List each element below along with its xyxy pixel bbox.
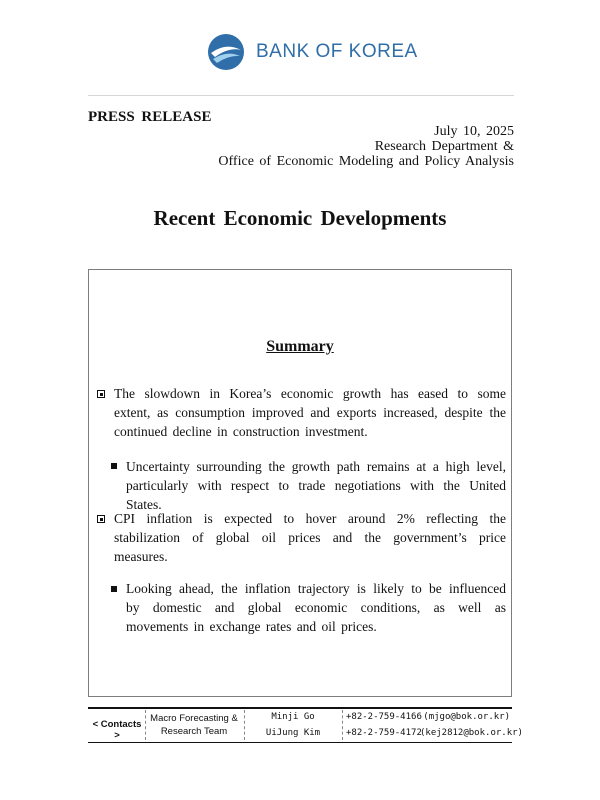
contact-name: Minji Go <box>271 712 315 722</box>
release-date: July 10, 2025 <box>434 124 514 139</box>
summary-item-2: CPI inflation is expected to hover around 2% reflecting the stabilization of global oil prices and the government’s price measures. <box>114 511 506 564</box>
press-release-label: PRESS RELEASE <box>88 109 212 125</box>
summary-subitem-2: Looking ahead, the inflation trajectory is likely to be influenced by domestic and global economic conditions, as well as movements in exchange rates and oil prices. <box>126 581 506 634</box>
contact-phone: +82-2-759-4172 <box>346 728 422 738</box>
contacts-table <box>88 707 523 743</box>
team-line-2: Research Team <box>160 726 228 737</box>
header-logo <box>0 33 600 73</box>
document-title: Recent Economic Developments <box>153 206 447 230</box>
hollow-square-bullet-icon <box>97 515 105 523</box>
contact-email[interactable]: (mjgo@bok.or.kr) <box>423 712 510 722</box>
header-divider <box>88 95 514 96</box>
bank-of-korea-logo-icon <box>207 33 245 71</box>
team-line-1: Macro Forecasting & <box>150 713 238 724</box>
department-line-2: Office of Economic Modeling and Policy Analysis <box>218 154 514 169</box>
solid-square-bullet-icon <box>111 463 117 469</box>
contact-phone: +82-2-759-4166 <box>346 712 422 722</box>
contacts-label: < Contacts > <box>92 719 142 741</box>
department-line-1: Research Department & <box>374 139 514 154</box>
summary-heading: Summary <box>266 338 334 355</box>
solid-square-bullet-icon <box>111 586 117 592</box>
release-meta <box>218 124 514 169</box>
contact-team <box>146 712 242 738</box>
hollow-square-bullet-icon <box>97 390 105 398</box>
logo-text: BANK OF KOREA <box>256 41 418 62</box>
contact-name: UiJung Kim <box>265 728 321 738</box>
contact-email[interactable]: (kej2812@bok.or.kr) <box>420 728 523 738</box>
summary-subitem-1: Uncertainty surrounding the growth path remains at a high level, particularly with respect to trade negotiations with the United States. <box>126 459 506 512</box>
summary-item-1: The slowdown in Korea’s economic growth has eased to some extent, as consumption improved and exports increased, despite the continued decline in construction investment. <box>114 386 506 439</box>
